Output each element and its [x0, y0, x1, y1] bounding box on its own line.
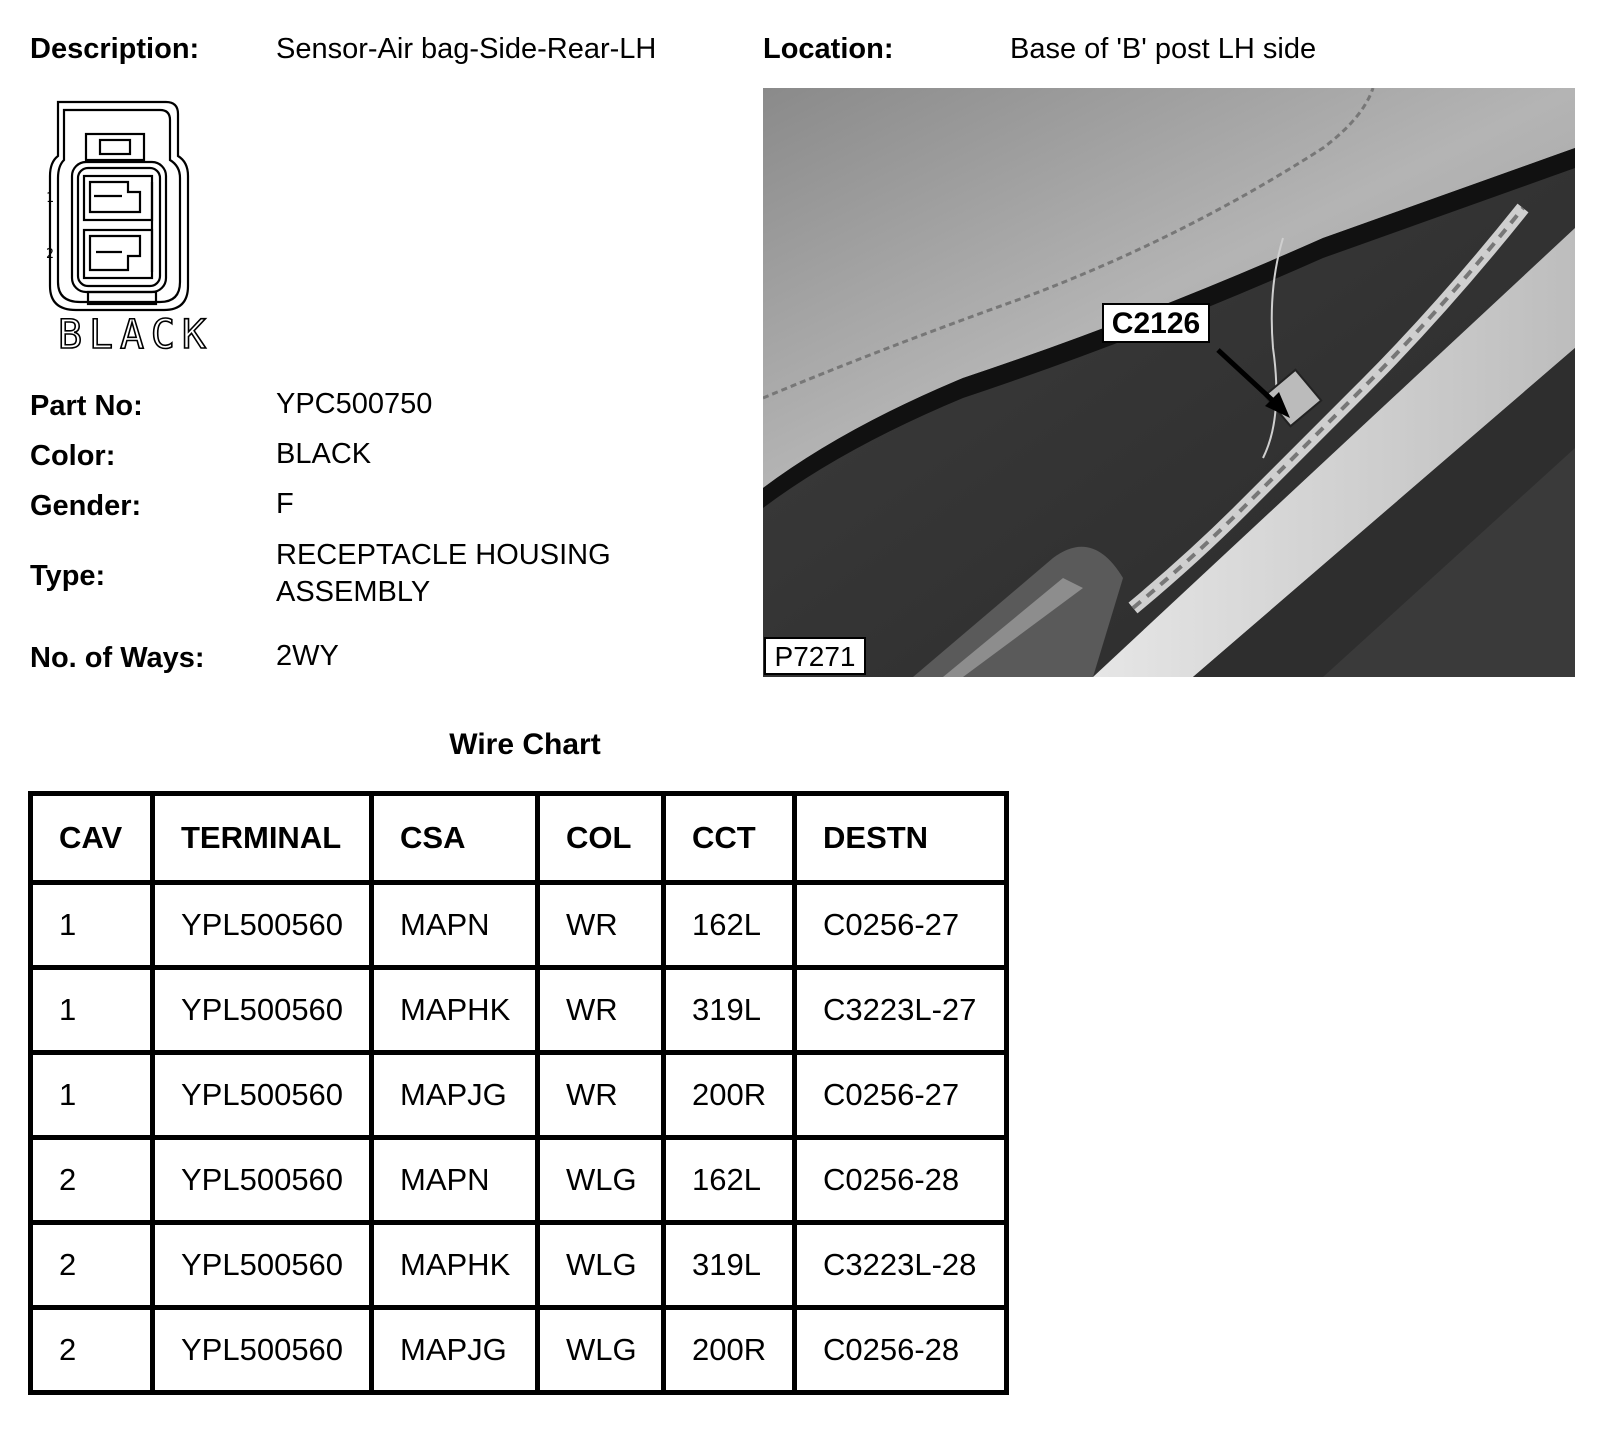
- cell-cav: 2: [31, 1138, 153, 1223]
- cell-col: WLG: [538, 1138, 664, 1223]
- pin-1-label: 1: [46, 191, 54, 206]
- table-row: [31, 883, 1007, 968]
- cell-cav: 2: [31, 1223, 153, 1308]
- table-row: [31, 1308, 1007, 1393]
- cell-terminal: YPL500560: [153, 968, 372, 1053]
- cell-cav: 1: [31, 883, 153, 968]
- cell-csa: MAPHK: [372, 1223, 538, 1308]
- cell-destn: C3223L-27: [795, 968, 1007, 1053]
- cell-cav: 1: [31, 1053, 153, 1138]
- gender-value: F: [276, 488, 294, 520]
- pin-2-label: 2: [46, 247, 54, 262]
- cell-terminal: YPL500560: [153, 1053, 372, 1138]
- ways-label: No. of Ways:: [30, 642, 205, 674]
- cell-cct: 200R: [664, 1308, 795, 1393]
- cell-csa: MAPJG: [372, 1308, 538, 1393]
- connector-color-text: BLACK: [58, 312, 206, 356]
- column-header-csa: CSA: [372, 794, 538, 883]
- cell-csa: MAPN: [372, 883, 538, 968]
- cell-cct: 162L: [664, 883, 795, 968]
- photo-callout-label: C2126: [1111, 307, 1201, 340]
- location-photo: [763, 88, 1575, 677]
- cell-terminal: YPL500560: [153, 1138, 372, 1223]
- column-header-cav: CAV: [31, 794, 153, 883]
- wire-chart-title: Wire Chart: [449, 728, 601, 761]
- location-label: Location:: [763, 33, 894, 65]
- table-row: [31, 1138, 1007, 1223]
- cell-col: WR: [538, 1053, 664, 1138]
- column-header-col: COL: [538, 794, 664, 883]
- cell-col: WR: [538, 883, 664, 968]
- color-label: Color:: [30, 440, 116, 472]
- cell-csa: MAPN: [372, 1138, 538, 1223]
- cell-cct: 162L: [664, 1138, 795, 1223]
- wire-chart-header-row: [31, 794, 1007, 883]
- column-header-terminal: TERMINAL: [153, 794, 372, 883]
- cell-destn: C3223L-28: [795, 1223, 1007, 1308]
- connector-face-diagram: [36, 96, 216, 356]
- part-no-value: YPC500750: [276, 388, 433, 420]
- wire-chart-table: [28, 791, 1009, 1395]
- type-value-line-2: ASSEMBLY: [276, 576, 431, 608]
- type-label: Type:: [30, 560, 106, 592]
- part-no-label: Part No:: [30, 390, 143, 422]
- cell-cct: 200R: [664, 1053, 795, 1138]
- table-row: [31, 968, 1007, 1053]
- photo-ref-label: P7271: [774, 641, 856, 672]
- cell-cct: 319L: [664, 968, 795, 1053]
- cell-terminal: YPL500560: [153, 1223, 372, 1308]
- ways-value: 2WY: [276, 640, 339, 672]
- cell-col: WLG: [538, 1223, 664, 1308]
- column-header-cct: CCT: [664, 794, 795, 883]
- description-value: Sensor-Air bag-Side-Rear-LH: [276, 33, 657, 65]
- cell-destn: C0256-28: [795, 1138, 1007, 1223]
- cell-destn: C0256-28: [795, 1308, 1007, 1393]
- column-header-destn: DESTN: [795, 794, 1007, 883]
- cell-terminal: YPL500560: [153, 1308, 372, 1393]
- cell-csa: MAPHK: [372, 968, 538, 1053]
- table-row: [31, 1053, 1007, 1138]
- cell-cav: 2: [31, 1308, 153, 1393]
- table-row: [31, 1223, 1007, 1308]
- cell-destn: C0256-27: [795, 883, 1007, 968]
- location-value: Base of 'B' post LH side: [1010, 33, 1317, 65]
- cell-cct: 319L: [664, 1223, 795, 1308]
- cell-col: WR: [538, 968, 664, 1053]
- cell-col: WLG: [538, 1308, 664, 1393]
- cell-cav: 1: [31, 968, 153, 1053]
- type-value-line-1: RECEPTACLE HOUSING: [276, 539, 611, 571]
- cell-destn: C0256-27: [795, 1053, 1007, 1138]
- description-label: Description:: [30, 33, 200, 65]
- cell-terminal: YPL500560: [153, 883, 372, 968]
- color-value: BLACK: [276, 438, 372, 470]
- cell-csa: MAPJG: [372, 1053, 538, 1138]
- gender-label: Gender:: [30, 490, 142, 522]
